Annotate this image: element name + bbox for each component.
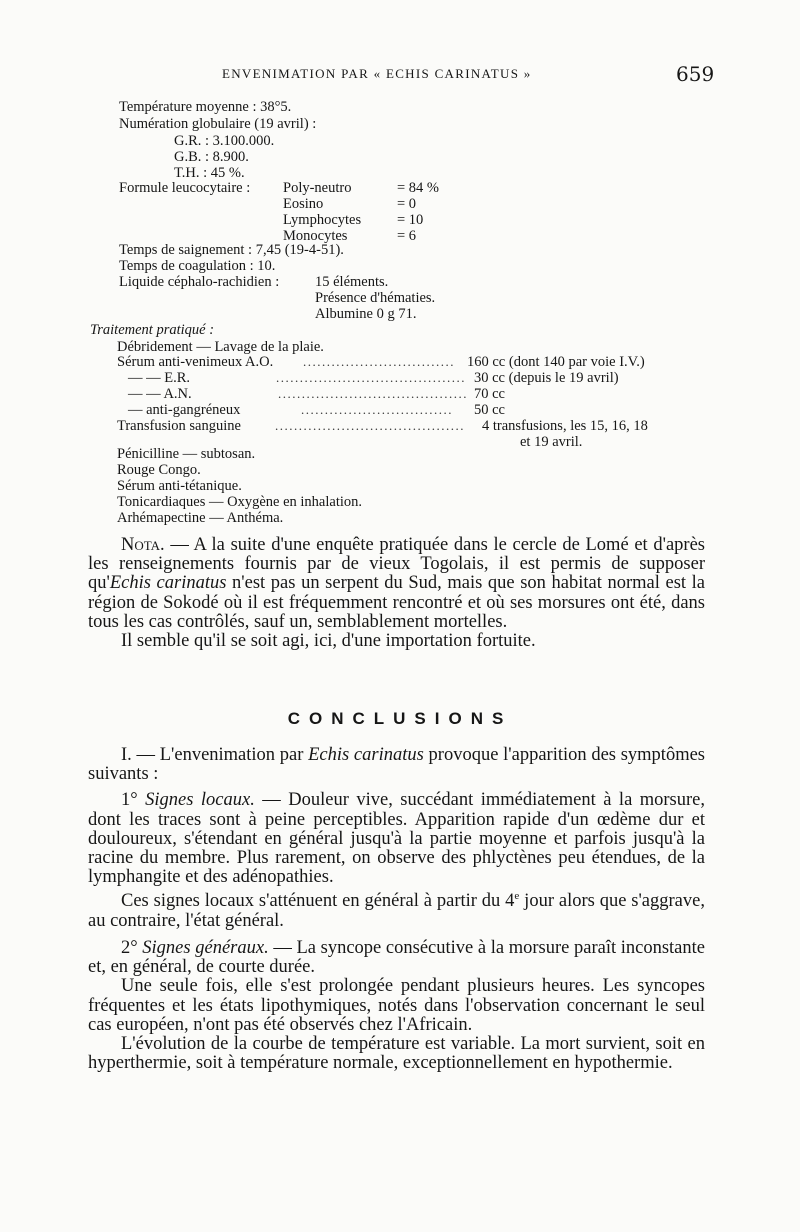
formule-value: = 6 [397,228,417,244]
local-number: 1° [121,790,146,811]
nota-paragraph [88,536,705,632]
general-text: — La syncope consécutive à la morsure paraît inconstante et, en général, de courte durée. [88,937,705,978]
treatment-value: 70 cc [474,386,505,402]
nota-text: — A la suite d'une enquête pratiquée dans le cercle de Lomé et d'après les renseignements fournis par de vieux Togolais, il est permis de supposer qu' [88,535,705,594]
treatment-extra: Tonicardiaques — Oxygène en inhalation. [117,494,363,510]
local-signs-paragraph [88,791,705,887]
conclusions-heading: CONCLUSIONS [287,709,513,728]
treatment-label: Sérum anti-venimeux A.O. [117,354,274,370]
local-p2-superscript: e [514,890,520,903]
dot-leader: ........................................ [276,370,466,385]
treatment-value: 4 transfusions, les 15, 16, 18 [482,418,648,434]
local-p2-text: jour alors que s'aggrave, au contraire, l'état général. [88,891,705,931]
nota-text: n'est pas un serpent du Sud, mais que son habitat normal est la région de Sokodé où il est fréquemment rencontré et où ses morsures ont été, dans tous les cas contrôlés, sauf un, semblablement mortelles. [88,573,705,632]
formule-name: Lymphocytes [283,212,362,228]
lcr-item: Albumine 0 g 71. [315,306,417,322]
general-signs-paragraph-3: L'évolution de la courbe de température est variable. La mort survient, soit en hyperthermie, soit à température normale, exceptionnellement en hypothermie. [88,1034,705,1074]
lcr-label: Liquide céphalo-rachidien : [119,274,280,290]
treatment-value: 50 cc [474,402,505,418]
lcr-item: Présence d'hématies. [315,290,436,306]
local-signs-paragraph-2 [88,887,705,931]
debridement-line: Débridement — Lavage de la plaie. [117,339,324,355]
conclusions-body [88,746,705,1073]
formule-value: = 10 [397,212,424,228]
th-line: T.H. : 45 %. [174,165,245,181]
local-text: — Douleur vive, succédant immédiatement à la morsure, dont les traces sont à peine perceptibles. Apparition rapide d'un œdème dur et douloureux, s'étendant en général jusqu'à la partie moyenne et parfois jusqu'à la racine du membre. Plus rarement, on observe des phlyctènes peu étendues, de la lymphangite et des adénopathies. [88,790,705,888]
treatment-label: — anti-gangréneux [128,402,241,418]
dot-leader: ................................ [303,354,455,369]
general-title: Signes généraux. [142,937,269,958]
treatment-extra: Arhémapectine — Anthéma. [117,510,284,526]
gr-line: G.R. : 3.100.000. [174,133,275,149]
running-header-title: ENVENIMATION PAR « ECHIS CARINATUS » [222,66,532,81]
numeration-line: Numération globulaire (19 avril) : [119,116,317,132]
treatment-value: 30 cc (depuis le 19 avril) [474,370,619,386]
nota-section [88,536,705,651]
nota-second-paragraph: Il semble qu'il se soit agi, ici, d'une importation fortuite. [121,631,536,652]
treatment-value: 160 cc (dont 140 par voie I.V.) [467,354,645,370]
formule-name: Poly-neutro [283,180,352,196]
conclusions-intro [88,746,705,784]
treatment-extra: Rouge Congo. [117,462,201,478]
formule-name: Eosino [283,196,324,212]
treatment-label: — — E.R. [128,370,191,386]
intro-species: Echis carinatus [308,745,424,765]
treatment-label: — — A.N. [128,386,192,402]
treatment-extra: Pénicilline — subtosan. [117,446,256,462]
intro-text: provoque l'apparition des symptômes suivants : [88,745,705,785]
coagulation-line: Temps de coagulation : 10. [119,258,276,274]
saignement-line: Temps de saignement : 7,45 (19-4-51). [119,242,344,258]
general-signs-paragraph-2: Une seule fois, elle s'est prolongée pendant plusieurs heures. Les syncopes fréquentes et les états lipothymiques, notés dans l'observation concernant le seul cas européen, n'ont pas été observés chez l'Africain. [88,976,705,1035]
general-number: 2° [121,937,143,958]
local-p2-text: Ces signes locaux s'atténuent en général à partir du 4 [121,891,515,912]
nota-species: Echis carinatus [109,573,227,594]
gb-line: G.B. : 8.900. [174,149,249,165]
formule-label: Formule leucocytaire : [119,180,251,196]
local-title: Signes locaux. [145,790,255,811]
page-number: 659 [676,62,715,86]
treatment-label: Transfusion sanguine [117,418,241,434]
formule-value: = 0 [397,196,417,212]
lcr-item: 15 éléments. [315,274,389,290]
intro-text: I. — L'envenimation par [121,745,309,765]
treatment-heading: Traitement pratiqué : [90,322,215,338]
dot-leader: ................................ [301,402,453,417]
formule-value: = 84 % [397,180,440,196]
treatment-value-continued: et 19 avril. [520,434,583,450]
formule-name: Monocytes [283,228,348,244]
treatment-extra: Sérum anti-tétanique. [117,478,242,494]
dot-leader: ........................................ [275,418,465,433]
general-signs-paragraph [88,939,705,977]
nota-label: Nota. [121,535,165,555]
temperature-line: Température moyenne : 38°5. [119,99,292,115]
dot-leader: ........................................ [278,386,468,401]
